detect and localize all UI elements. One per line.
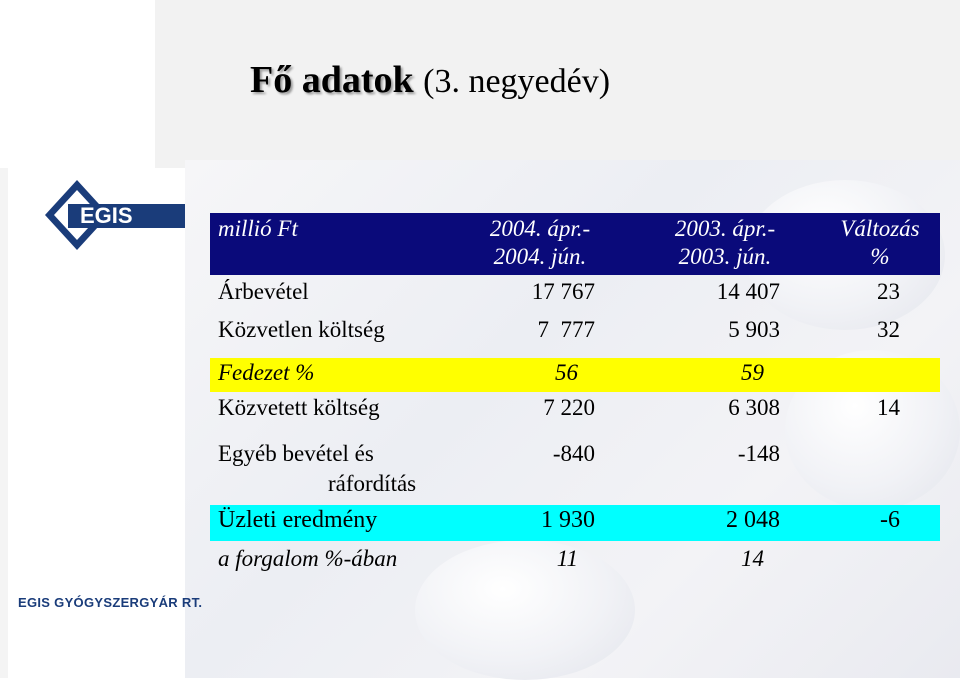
table-row	[210, 395, 940, 429]
table-row	[210, 546, 940, 580]
value-2003: 14	[741, 546, 764, 571]
table-row	[210, 317, 940, 351]
value-2003: 6 308	[728, 395, 780, 420]
table-header	[210, 213, 940, 275]
value-2004: 56	[555, 360, 578, 385]
logo-text: EGIS	[80, 203, 133, 228]
value-change: 14	[877, 395, 900, 420]
value-2004: 11	[556, 546, 578, 571]
egis-logo	[40, 178, 185, 252]
value-2003: 59	[741, 360, 764, 385]
value-change: 32	[877, 317, 900, 342]
table-row	[210, 279, 940, 313]
title-sub: (3. negyedév)	[423, 63, 611, 100]
row-label: Közvetett költség	[218, 395, 380, 420]
table-row	[210, 441, 940, 503]
unit-label: millió Ft	[218, 216, 298, 241]
company-name: EGIS GYÓGYSZERGYÁR RT.	[18, 595, 203, 610]
value-2004: -840	[552, 441, 595, 466]
row-label: Fedezet %	[218, 360, 315, 385]
col3-header-line1: Változás	[840, 216, 920, 241]
table-row-highlight	[210, 358, 940, 392]
value-2004: 7 777	[537, 317, 595, 342]
left-strip	[0, 168, 8, 678]
col2-header-line2: 2003. jún.	[678, 244, 772, 269]
row-label: a forgalom %-ában	[218, 546, 398, 571]
value-2003: -148	[737, 441, 780, 466]
value-2003: 2 048	[726, 507, 780, 533]
row-label: Egyéb bevétel és	[218, 441, 374, 466]
table-row-highlight	[210, 505, 940, 541]
col3-header-line2: %	[870, 244, 890, 269]
row-label-line2: ráfordítás	[328, 471, 417, 496]
value-change: 23	[877, 279, 900, 304]
row-label: Üzleti eredmény	[218, 507, 378, 533]
col1-header-line1: 2004. ápr.-	[489, 216, 591, 241]
value-2003: 5 903	[728, 317, 780, 342]
col1-header-line2: 2004. jún.	[493, 244, 587, 269]
slide-title	[250, 58, 610, 104]
value-2004: 17 767	[531, 279, 595, 304]
value-2004: 7 220	[543, 395, 595, 420]
col2-header-line1: 2003. ápr.-	[674, 216, 776, 241]
title-main: Fő adatok	[250, 59, 414, 101]
value-2003: 14 407	[716, 279, 780, 304]
value-change: -6	[880, 507, 900, 533]
row-label: Árbevétel	[218, 279, 309, 304]
row-label: Közvetlen költség	[218, 317, 385, 342]
value-2004: 1 930	[541, 507, 595, 533]
